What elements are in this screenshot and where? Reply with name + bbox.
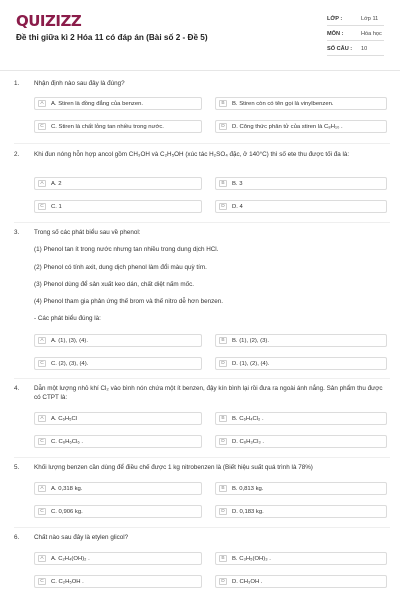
option-text: D. CH₃OH . <box>232 578 263 585</box>
option-text: A. (1), (3), (4). <box>51 337 88 344</box>
option-text: A. 2 <box>51 180 62 187</box>
question-divider <box>14 457 390 458</box>
answer-option[interactable] <box>215 435 387 448</box>
meta-label-subject: MÔN : <box>327 31 344 37</box>
quizizz-logo: QUIZIZZ <box>16 12 82 30</box>
option-letter: C <box>38 578 46 585</box>
question-divider <box>14 222 390 223</box>
option-text: B. 0,813 kg. <box>232 485 264 492</box>
option-letter: B <box>219 100 227 107</box>
answer-option[interactable] <box>215 334 387 347</box>
option-text: A. C₂H₄(OH)₂ . <box>51 555 90 562</box>
question-text: Chất nào sau đây là etylen glicol? <box>34 534 129 541</box>
question-divider <box>14 527 390 528</box>
answer-option[interactable] <box>34 552 202 565</box>
header-divider <box>0 70 400 71</box>
option-letter: B <box>219 415 227 422</box>
meta-label-count: SỐ CÂU : <box>327 46 353 52</box>
option-text: A. 0,318 kg. <box>51 485 83 492</box>
option-text: D. 0,183 kg. <box>232 508 264 515</box>
answer-option[interactable] <box>34 412 202 425</box>
option-letter: A <box>38 485 46 492</box>
question-text: Khi đun nóng hỗn hợp ancol gồm CH₃OH và C₂H₅OH (xúc tác H₂SO₄ đặc, ở 140°C) thì số ete thu được tối đa là: <box>34 151 350 158</box>
option-letter: D <box>219 203 227 210</box>
answer-option[interactable] <box>34 97 202 110</box>
page-title: Đề thi giữa kì 2 Hóa 11 có đáp án (Bài số 2 - Đề 5) <box>16 33 208 42</box>
option-text: B. (1), (2), (3). <box>232 337 269 344</box>
option-text: C. (2), (3), (4). <box>51 360 89 367</box>
answer-option[interactable] <box>34 177 202 190</box>
option-letter: A <box>38 180 46 187</box>
question-number: 4. <box>14 385 20 392</box>
meta-value-subject: Hóa học <box>361 31 382 37</box>
worksheet-header <box>0 0 400 70</box>
option-text: D. Công thức phân tử của stiren là C₈H₁₀ . <box>232 123 343 130</box>
statement: (3) Phenol dùng để sản xuất keo dán, chất diệt nấm mốc. <box>34 281 194 288</box>
answer-option[interactable] <box>215 575 387 588</box>
answer-option[interactable] <box>215 177 387 190</box>
option-text: B. C₃H₅(OH)₃ . <box>232 555 271 562</box>
question-text: Nhận định nào sau đây là đúng? <box>34 80 125 87</box>
meta-divider <box>327 40 384 41</box>
option-text: C. C₂H₅OH . <box>51 578 84 585</box>
option-letter: D <box>219 508 227 515</box>
option-letter: A <box>38 100 46 107</box>
option-text: A. C₆H₅Cl <box>51 415 78 422</box>
question-divider <box>14 378 390 379</box>
option-text: D. C₆H₃Cl₃ . <box>232 438 265 445</box>
answer-option[interactable] <box>34 482 202 495</box>
option-text: A. Stiren là đồng đẳng của benzen. <box>51 100 144 107</box>
option-text: C. Stiren là chất lỏng tan nhiều trong nước. <box>51 123 164 130</box>
option-letter: D <box>219 360 227 367</box>
answer-option[interactable] <box>34 505 202 518</box>
option-letter: C <box>38 508 46 515</box>
answer-option[interactable] <box>215 97 387 110</box>
answer-option[interactable] <box>34 120 202 133</box>
option-letter: B <box>219 337 227 344</box>
option-letter: C <box>38 203 46 210</box>
question-number: 6. <box>14 534 20 541</box>
question-text: Dẫn một lượng nhỏ khí Cl₂ vào bình nón chứa một ít benzen, đậy kín bình lại rồi đưa ra ngoài ánh nắng. Sản phẩm thu được có CTPT là: <box>34 385 383 401</box>
question-text: Khối lượng benzen cần dùng để điều chế được 1 kg nitrobenzen là (Biết hiệu suất quá trình là 78%) <box>34 464 313 471</box>
answer-option[interactable] <box>215 505 387 518</box>
meta-label-class: LỚP : <box>327 16 343 22</box>
answer-option[interactable] <box>34 334 202 347</box>
meta-value-class: Lớp 11 <box>361 16 379 22</box>
answer-option[interactable] <box>215 120 387 133</box>
meta-value-count: 10 <box>361 46 368 52</box>
option-text: D. 4 <box>232 203 243 210</box>
question-text: Trong số các phát biểu sau về phenol: <box>34 229 141 236</box>
option-letter: A <box>38 337 46 344</box>
option-text: D. (1), (2), (4). <box>232 360 270 367</box>
question-number: 2. <box>14 151 20 158</box>
option-letter: D <box>219 438 227 445</box>
answer-option[interactable] <box>34 575 202 588</box>
statement: - Các phát biểu đúng là: <box>34 315 101 322</box>
answer-option[interactable] <box>215 412 387 425</box>
question-number: 3. <box>14 229 20 236</box>
option-text: B. C₆H₄Cl₂ . <box>232 415 264 422</box>
option-text: B. Stiren còn có tên gọi là vinylbenzen. <box>232 100 334 107</box>
question-number: 5. <box>14 464 20 471</box>
option-text: C. C₆H₆Cl₆ . <box>51 438 83 445</box>
answer-option[interactable] <box>34 200 202 213</box>
option-letter: A <box>38 415 46 422</box>
option-letter: C <box>38 123 46 130</box>
option-letter: D <box>219 123 227 130</box>
option-text: B. 3 <box>232 180 243 187</box>
statement: (2) Phenol có tính axit, dung dịch phenol làm đổi màu quỳ tím. <box>34 264 207 271</box>
question-number: 1. <box>14 80 20 87</box>
answer-option[interactable] <box>215 552 387 565</box>
option-letter: C <box>38 360 46 367</box>
option-letter: A <box>38 555 46 562</box>
option-text: C. 1 <box>51 203 62 210</box>
option-letter: C <box>38 438 46 445</box>
meta-divider <box>327 55 384 56</box>
answer-option[interactable] <box>34 357 202 370</box>
statement: (1) Phenol tan ít trong nước nhưng tan nhiều trong dung dịch HCl. <box>34 246 219 253</box>
answer-option[interactable] <box>215 357 387 370</box>
question-divider <box>14 143 390 144</box>
answer-option[interactable] <box>215 200 387 213</box>
option-letter: B <box>219 180 227 187</box>
option-text: C. 0,906 kg. <box>51 508 83 515</box>
answer-option[interactable] <box>215 482 387 495</box>
statement: (4) Phenol tham gia phản ứng thế brom và thế nitro dễ hơn benzen. <box>34 298 223 305</box>
answer-option[interactable] <box>34 435 202 448</box>
option-letter: B <box>219 555 227 562</box>
option-letter: D <box>219 578 227 585</box>
meta-divider <box>327 25 384 26</box>
option-letter: B <box>219 485 227 492</box>
